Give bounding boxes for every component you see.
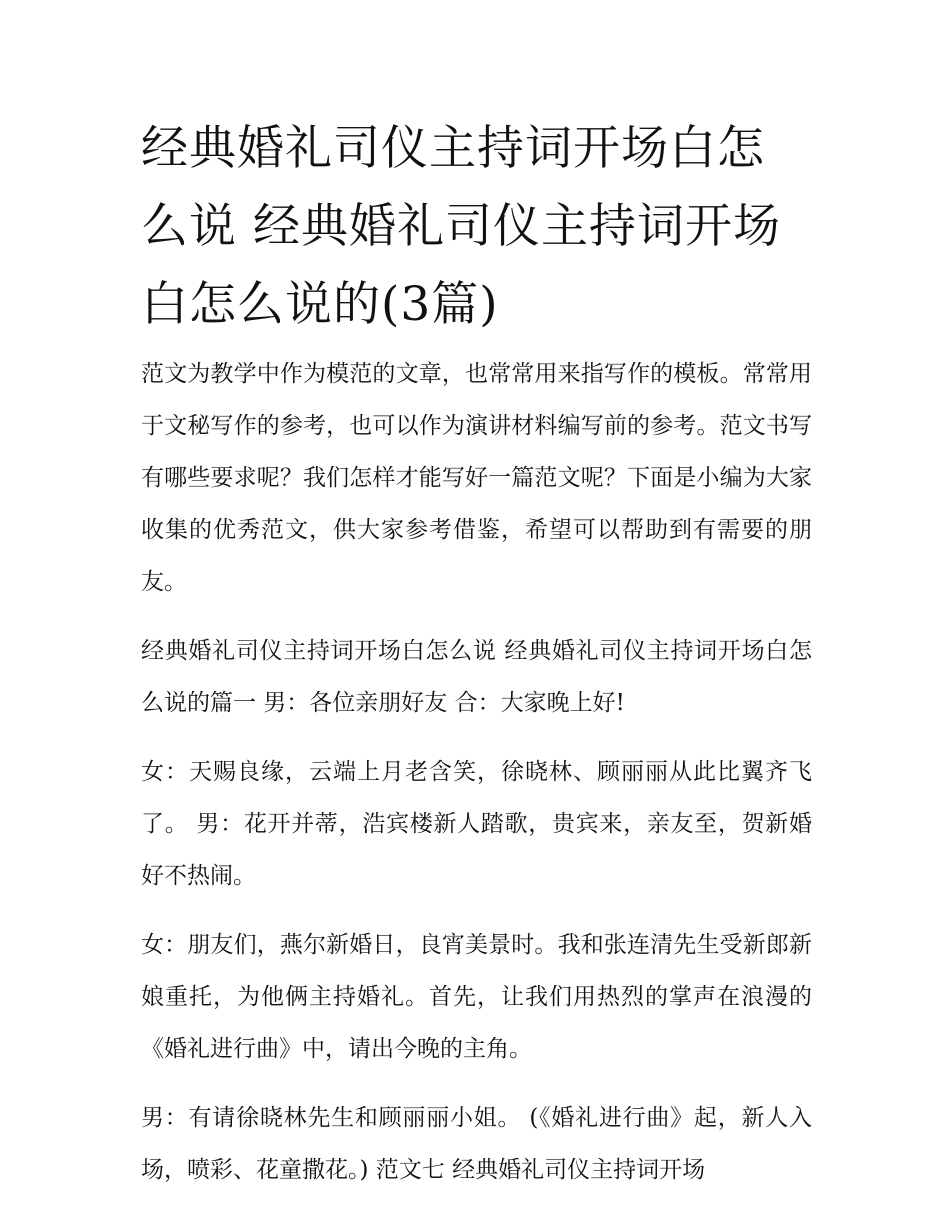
paragraph-female-2: 女：朋友们，燕尔新婚日，良宵美景时。我和张连清先生受新郎新娘重托，为他俩主持婚礼。首先，让我们用热烈的掌声在浪漫的《婚礼进行曲》中，请出今晚的主角。	[141, 932, 812, 1062]
paragraph-opening: 经典婚礼司仪主持词开场白怎么说 经典婚礼司仪主持词开场白怎么说的篇一 男：各位亲朋好友 合：大家晚上好!	[141, 638, 812, 716]
paragraph-male-1: 男：有请徐晓林先生和顾丽丽小姐。 (《婚礼进行曲》起，新人入场，喷彩、花童撒花。) 范文七 经典婚礼司仪主持词开场	[141, 1105, 812, 1183]
document-title: 经典婚礼司仪主持词开场白怎么说 经典婚礼司仪主持词开场白怎么说的(3篇)	[141, 121, 781, 332]
paragraph-intro: 范文为教学中作为模范的文章，也常常用来指写作的模板。常常用于文秘写作的参考，也可以作为演讲材料编写前的参考。范文书写有哪些要求呢？我们怎样才能写好一篇范文呢？下面是小编为大家收集的优秀范文，供大家参考借鉴，希望可以帮助到有需要的朋友。	[141, 361, 812, 595]
document-body	[141, 348, 812, 1196]
paragraph-female-1: 女：天赐良缘，云端上月老含笑，徐晓林、顾丽丽从此比翼齐飞了。 男：花开并蒂，浩宾楼新人踏歌，贵宾来，亲友至，贺新婚好不热闹。	[141, 759, 812, 889]
